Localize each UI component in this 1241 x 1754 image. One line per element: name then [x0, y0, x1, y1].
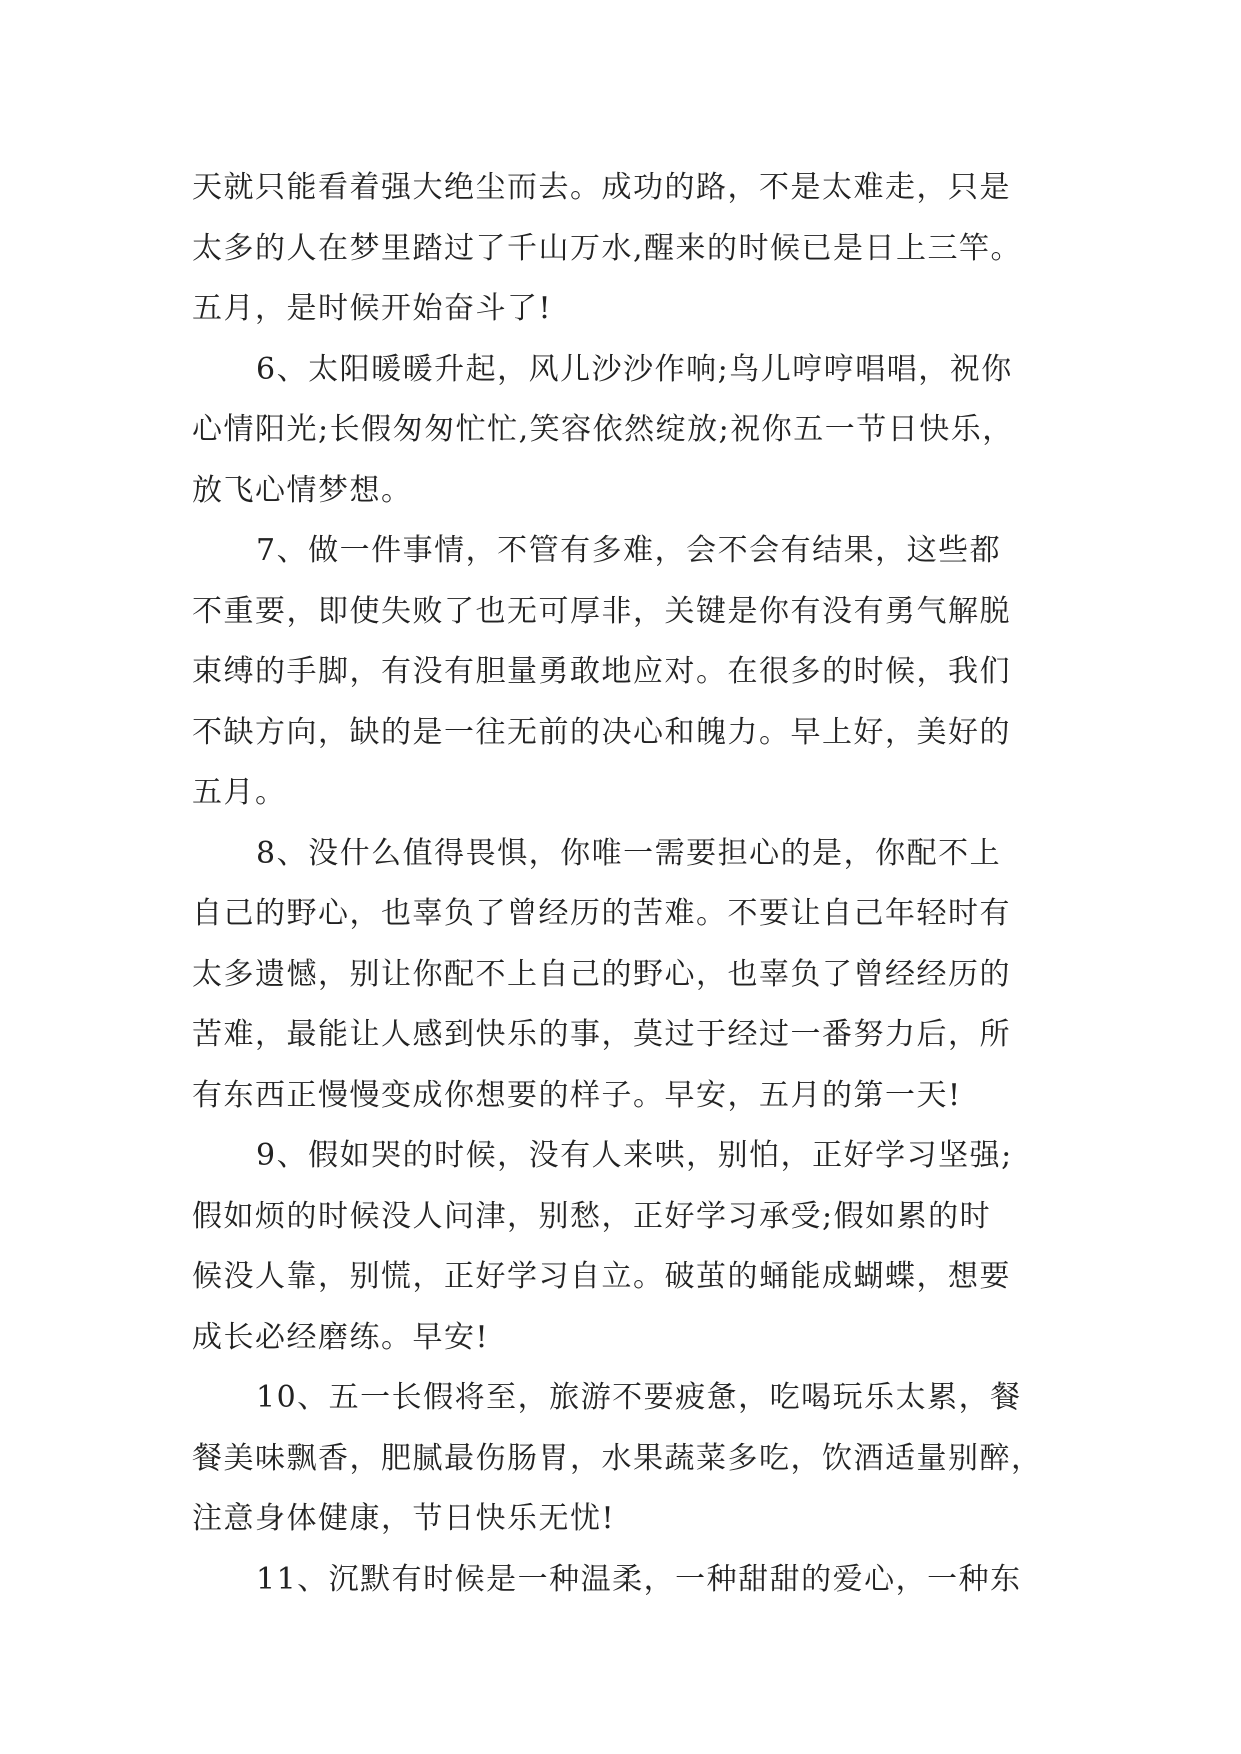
text-line: 自己的野心，也辜负了曾经历的苦难。不要让自己年轻时有 [192, 896, 1011, 931]
text-line: 五月。 [192, 775, 287, 810]
paragraph-9 [192, 1126, 1092, 1368]
text-line: 太多遗憾，别让你配不上自己的野心，也辜负了曾经经历的 [192, 956, 1011, 992]
paragraph-11 [192, 1550, 1092, 1611]
text-line: 9、假如哭的时候，没有人来哄，别怕，正好学习坚强; [256, 1138, 1013, 1173]
text-line: 不重要，即使失败了也无可厚非，关键是你有没有勇气解脱 [192, 593, 1011, 629]
paragraph-continuation [192, 158, 1092, 340]
paragraph-8 [192, 824, 1092, 1127]
text-line: 8、没什么值得畏惧，你唯一需要担心的是，你配不上 [256, 835, 1002, 871]
paragraph-10 [192, 1368, 1092, 1550]
text-line: 束缚的手脚，有没有胆量勇敢地应对。在很多的时候，我们 [192, 654, 1011, 689]
text-line: 11、沉默有时候是一种温柔，一种甜甜的爱心，一种东 [256, 1561, 1022, 1597]
text-line: 苦难，最能让人感到快乐的事，莫过于经过一番努力后，所 [192, 1017, 1011, 1052]
text-line: 成长必经磨练。早安! [192, 1319, 490, 1355]
text-line: 注意身体健康，节日快乐无忧! [192, 1501, 616, 1536]
text-line: 五月，是时候开始奋斗了! [192, 291, 553, 326]
text-line: 候没人靠，别慌，正好学习自立。破茧的蛹能成蝴蝶，想要 [192, 1259, 1011, 1294]
text-line: 太多的人在梦里踏过了千山万水,醒来的时候已是日上三竿。 [192, 230, 1023, 266]
document-page [192, 158, 1092, 1610]
text-line: 假如烦的时候没人问津，别愁，正好学习承受;假如累的时 [192, 1198, 992, 1234]
text-line: 有东西正慢慢变成你想要的样子。早安，五月的第一天! [192, 1077, 962, 1113]
text-line: 放飞心情梦想。 [192, 472, 413, 508]
text-line: 7、做一件事情，不管有多难，会不会有结果，这些都 [256, 533, 1002, 568]
text-line: 10、五一长假将至，旅游不要疲惫，吃喝玩乐太累，餐 [256, 1380, 1022, 1415]
text-line: 不缺方向，缺的是一往无前的决心和魄力。早上好，美好的 [192, 714, 1011, 750]
paragraph-6 [192, 340, 1092, 522]
paragraph-7 [192, 521, 1092, 824]
text-line: 心情阳光;长假匆匆忙忙,笑容依然绽放;祝你五一节日快乐， [192, 412, 1014, 447]
text-line: 餐美味飘香，肥腻最伤肠胃，水果蔬菜多吃，饮酒适量别醉， [192, 1440, 1043, 1476]
text-line: 6、太阳暖暖升起，风儿沙沙作响;鸟儿哼哼唱唱，祝你 [256, 351, 1013, 387]
text-line: 天就只能看着强大绝尘而去。成功的路，不是太难走，只是 [192, 170, 1011, 205]
